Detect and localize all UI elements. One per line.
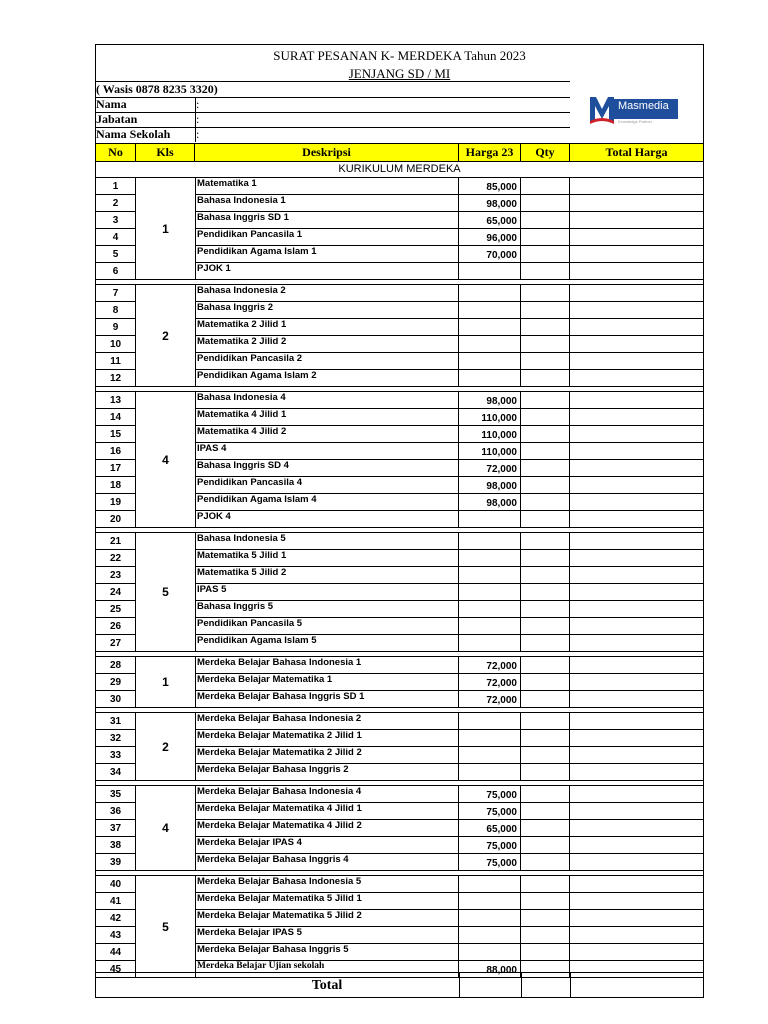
class-level: 4 [136, 392, 195, 528]
row-qty-cell[interactable] [521, 195, 570, 212]
row-price [459, 584, 521, 601]
row-total-cell[interactable] [570, 730, 703, 747]
row-number: 22 [96, 550, 136, 567]
row-description: Matematika 2 Jilid 1 [195, 319, 459, 336]
row-qty-cell[interactable] [521, 820, 570, 837]
row-total-cell[interactable] [570, 426, 703, 443]
row-number: 4 [96, 229, 136, 246]
logo-brand: Masmedia [612, 99, 678, 119]
row-description: Merdeka Belajar Matematika 5 Jilid 1 [195, 893, 459, 910]
row-number: 3 [96, 212, 136, 229]
row-number: 6 [96, 263, 136, 280]
row-qty-cell[interactable] [521, 786, 570, 803]
row-total-cell[interactable] [570, 674, 703, 691]
row-total-cell[interactable] [570, 550, 703, 567]
row-total-cell[interactable] [570, 370, 703, 387]
row-total-cell[interactable] [570, 657, 703, 674]
row-description: Pendidikan Agama Islam 2 [195, 370, 459, 387]
row-description: Matematika 2 Jilid 2 [195, 336, 459, 353]
row-qty-cell[interactable] [521, 263, 570, 280]
row-price [459, 550, 521, 567]
row-number: 29 [96, 674, 136, 691]
row-number: 33 [96, 747, 136, 764]
row-price: 98,000 [459, 494, 521, 511]
row-description: Bahasa Indonesia 5 [195, 533, 459, 550]
row-number: 38 [96, 837, 136, 854]
row-total-cell[interactable] [570, 460, 703, 477]
row-price [459, 370, 521, 387]
row-price: 110,000 [459, 409, 521, 426]
row-price [459, 302, 521, 319]
row-total-cell[interactable] [570, 477, 703, 494]
row-number: 42 [96, 910, 136, 927]
row-qty-cell[interactable] [521, 302, 570, 319]
row-total-cell[interactable] [570, 747, 703, 764]
col-kls: Kls [136, 144, 195, 161]
row-qty-cell[interactable] [521, 511, 570, 528]
row-price [459, 533, 521, 550]
row-number: 18 [96, 477, 136, 494]
row-price [459, 635, 521, 652]
row-price: 98,000 [459, 477, 521, 494]
row-total-cell[interactable] [570, 494, 703, 511]
row-number: 35 [96, 786, 136, 803]
row-price [459, 567, 521, 584]
field-nama-sekolah[interactable] [96, 127, 570, 142]
row-number: 43 [96, 927, 136, 944]
row-description: Merdeka Belajar Bahasa Indonesia 5 [195, 876, 459, 893]
row-number: 13 [96, 392, 136, 409]
row-description: Pendidikan Agama Islam 4 [195, 494, 459, 511]
row-qty-cell[interactable] [521, 229, 570, 246]
row-qty-cell[interactable] [521, 601, 570, 618]
row-price: 75,000 [459, 803, 521, 820]
row-number: 44 [96, 944, 136, 961]
row-qty-cell[interactable] [521, 285, 570, 302]
row-total-cell[interactable] [570, 927, 703, 944]
row-qty-cell[interactable] [521, 635, 570, 652]
row-price [459, 747, 521, 764]
row-description: Merdeka Belajar Bahasa Inggris SD 1 [195, 691, 459, 708]
row-total-cell[interactable] [570, 409, 703, 426]
row-qty-cell[interactable] [521, 477, 570, 494]
row-description: Pendidikan Agama Islam 5 [195, 635, 459, 652]
row-description: Pendidikan Pancasila 2 [195, 353, 459, 370]
row-total-cell[interactable] [570, 353, 703, 370]
row-description: PJOK 1 [195, 263, 459, 280]
row-qty-cell[interactable] [521, 803, 570, 820]
row-number: 30 [96, 691, 136, 708]
row-price [459, 730, 521, 747]
row-number: 21 [96, 533, 136, 550]
row-price: 70,000 [459, 246, 521, 263]
row-description: Merdeka Belajar Matematika 4 Jilid 2 [195, 820, 459, 837]
row-price [459, 876, 521, 893]
row-price: 72,000 [459, 674, 521, 691]
row-description: Merdeka Belajar Ujian sekolah [195, 961, 459, 978]
row-price: 75,000 [459, 854, 521, 871]
row-price: 75,000 [459, 837, 521, 854]
row-number: 14 [96, 409, 136, 426]
row-qty-cell[interactable] [521, 910, 570, 927]
row-price [459, 601, 521, 618]
row-total-cell[interactable] [570, 876, 703, 893]
masmedia-logo [588, 91, 680, 129]
row-description: Merdeka Belajar IPAS 4 [195, 837, 459, 854]
row-qty-cell[interactable] [521, 336, 570, 353]
row-description: Bahasa Inggris 5 [195, 601, 459, 618]
form-title: SURAT PESANAN K- MERDEKA Tahun 2023 [273, 48, 526, 63]
row-total-cell[interactable] [570, 854, 703, 871]
row-qty-cell[interactable] [521, 460, 570, 477]
row-total-cell[interactable] [570, 601, 703, 618]
row-description: Pendidikan Pancasila 1 [195, 229, 459, 246]
row-number: 34 [96, 764, 136, 781]
col-total: Total Harga [605, 145, 668, 159]
row-total-cell[interactable] [570, 246, 703, 263]
row-total-cell[interactable] [570, 786, 703, 803]
col-no: No [96, 144, 136, 161]
row-qty-cell[interactable] [521, 674, 570, 691]
row-price [459, 893, 521, 910]
row-description: Bahasa Inggris SD 4 [195, 460, 459, 477]
row-description: Merdeka Belajar IPAS 5 [195, 927, 459, 944]
row-price [459, 336, 521, 353]
row-description: Merdeka Belajar Matematika 4 Jilid 1 [195, 803, 459, 820]
row-price [459, 353, 521, 370]
row-total-cell[interactable] [570, 820, 703, 837]
row-description: Merdeka Belajar Matematika 2 Jilid 1 [195, 730, 459, 747]
row-description: Merdeka Belajar Bahasa Indonesia 2 [195, 713, 459, 730]
total-label: Total [311, 978, 343, 993]
row-number: 25 [96, 601, 136, 618]
row-total-cell[interactable] [570, 263, 703, 280]
row-qty-cell[interactable] [521, 426, 570, 443]
row-description: Merdeka Belajar Bahasa Inggris 5 [195, 944, 459, 961]
row-qty-cell[interactable] [521, 713, 570, 730]
row-number: 40 [96, 876, 136, 893]
row-total-cell[interactable] [570, 944, 703, 961]
row-number: 7 [96, 285, 136, 302]
row-number: 16 [96, 443, 136, 460]
row-number: 36 [96, 803, 136, 820]
row-total-cell[interactable] [570, 618, 703, 635]
row-qty-cell[interactable] [521, 370, 570, 387]
row-price: 110,000 [459, 443, 521, 460]
row-total-cell[interactable] [570, 635, 703, 652]
row-qty-cell[interactable] [521, 691, 570, 708]
row-qty-cell[interactable] [521, 876, 570, 893]
row-description: Pendidikan Pancasila 5 [195, 618, 459, 635]
row-qty-cell[interactable] [521, 764, 570, 781]
row-qty-cell[interactable] [521, 618, 570, 635]
row-description: IPAS 5 [195, 584, 459, 601]
row-price: 110,000 [459, 426, 521, 443]
col-desc: Deskripsi [195, 144, 459, 161]
row-description: Pendidikan Agama Islam 1 [195, 246, 459, 263]
field-nama[interactable] [96, 97, 570, 113]
row-number: 15 [96, 426, 136, 443]
row-qty-cell[interactable] [521, 533, 570, 550]
row-description: Matematika 5 Jilid 1 [195, 550, 459, 567]
row-total-cell[interactable] [570, 837, 703, 854]
row-qty-cell[interactable] [521, 392, 570, 409]
row-price: 65,000 [459, 212, 521, 229]
row-total-cell[interactable] [570, 764, 703, 781]
row-price [459, 618, 521, 635]
row-description: Merdeka Belajar Matematika 2 Jilid 2 [195, 747, 459, 764]
row-price [459, 764, 521, 781]
class-level: 2 [136, 285, 195, 387]
row-description: Bahasa Indonesia 2 [195, 285, 459, 302]
row-qty-cell[interactable] [521, 246, 570, 263]
field-label: Nama [96, 97, 127, 111]
row-qty-cell[interactable] [521, 353, 570, 370]
row-number: 23 [96, 567, 136, 584]
row-total-cell[interactable] [570, 336, 703, 353]
row-number: 32 [96, 730, 136, 747]
row-price: 72,000 [459, 657, 521, 674]
row-price: 88,000 [459, 961, 521, 978]
row-total-cell[interactable] [570, 319, 703, 336]
row-number: 20 [96, 511, 136, 528]
row-total-cell[interactable] [570, 691, 703, 708]
col-price: Harga 23 [459, 144, 521, 161]
row-qty-cell[interactable] [521, 409, 570, 426]
field-value[interactable]: : [196, 112, 200, 126]
row-number: 17 [96, 460, 136, 477]
row-description: Merdeka Belajar Matematika 1 [195, 674, 459, 691]
row-description: Bahasa Indonesia 1 [195, 195, 459, 212]
col-qty: Qty [521, 144, 570, 161]
row-qty-cell[interactable] [521, 854, 570, 871]
row-number: 9 [96, 319, 136, 336]
row-total-cell[interactable] [570, 443, 703, 460]
row-number: 39 [96, 854, 136, 871]
row-number: 8 [96, 302, 136, 319]
row-total-cell[interactable] [570, 584, 703, 601]
class-level: 4 [136, 786, 195, 871]
row-total-cell[interactable] [570, 229, 703, 246]
row-qty-cell[interactable] [521, 178, 570, 195]
row-price [459, 927, 521, 944]
row-price [459, 319, 521, 336]
field-label: Jabatan [96, 112, 138, 126]
row-total-cell[interactable] [570, 567, 703, 584]
field-jabatan[interactable] [96, 112, 570, 128]
field-value[interactable]: : [196, 127, 200, 141]
row-description: Pendidikan Pancasila 4 [195, 477, 459, 494]
row-price: 96,000 [459, 229, 521, 246]
row-total-cell[interactable] [570, 212, 703, 229]
row-qty-cell[interactable] [521, 319, 570, 336]
row-number: 1 [96, 178, 136, 195]
row-number: 19 [96, 494, 136, 511]
row-description: IPAS 4 [195, 443, 459, 460]
row-number: 12 [96, 370, 136, 387]
row-qty-cell[interactable] [521, 747, 570, 764]
row-total-cell[interactable] [570, 392, 703, 409]
row-description: PJOK 4 [195, 511, 459, 528]
row-number: 5 [96, 246, 136, 263]
row-number: 41 [96, 893, 136, 910]
row-number: 10 [96, 336, 136, 353]
row-number: 31 [96, 713, 136, 730]
row-price: 85,000 [459, 178, 521, 195]
row-price: 75,000 [459, 786, 521, 803]
row-qty-cell[interactable] [521, 837, 570, 854]
field-label: Nama Sekolah [96, 127, 171, 141]
row-qty-cell[interactable] [521, 550, 570, 567]
row-number: 45 [96, 961, 136, 978]
row-price: 72,000 [459, 691, 521, 708]
row-description: Matematika 1 [195, 178, 459, 195]
class-level: 1 [136, 178, 195, 280]
row-description: Bahasa Inggris 2 [195, 302, 459, 319]
row-description: Matematika 4 Jilid 2 [195, 426, 459, 443]
row-qty-cell[interactable] [521, 494, 570, 511]
row-price: 65,000 [459, 820, 521, 837]
row-qty-cell[interactable] [521, 944, 570, 961]
table-header [96, 143, 703, 162]
row-price: 72,000 [459, 460, 521, 477]
class-level: 5 [136, 533, 195, 652]
row-qty-cell[interactable] [521, 584, 570, 601]
row-qty-cell[interactable] [521, 927, 570, 944]
section-title: KURIKULUM MERDEKA [96, 161, 703, 178]
row-price [459, 910, 521, 927]
row-total-cell[interactable] [570, 803, 703, 820]
row-total-cell[interactable] [570, 893, 703, 910]
order-form [95, 44, 704, 998]
class-level: 5 [136, 876, 195, 978]
table-footer [96, 972, 703, 998]
row-price [459, 285, 521, 302]
row-total-cell[interactable] [570, 195, 703, 212]
logo-tagline: Knowledge Partner [618, 119, 653, 124]
row-price [459, 263, 521, 280]
row-price [459, 713, 521, 730]
row-description: Bahasa Indonesia 4 [195, 392, 459, 409]
row-description: Matematika 4 Jilid 1 [195, 409, 459, 426]
row-description: Merdeka Belajar Matematika 5 Jilid 2 [195, 910, 459, 927]
row-number: 27 [96, 635, 136, 652]
row-total-cell[interactable] [570, 285, 703, 302]
row-total-cell[interactable] [570, 713, 703, 730]
row-number: 26 [96, 618, 136, 635]
logo-box [570, 81, 703, 143]
row-total-cell[interactable] [570, 302, 703, 319]
row-number: 11 [96, 353, 136, 370]
row-description: Merdeka Belajar Bahasa Indonesia 4 [195, 786, 459, 803]
field-value[interactable]: : [196, 97, 200, 111]
row-price: 98,000 [459, 195, 521, 212]
row-description: Merdeka Belajar Bahasa Inggris 4 [195, 854, 459, 871]
row-number: 2 [96, 195, 136, 212]
row-qty-cell[interactable] [521, 443, 570, 460]
row-qty-cell[interactable] [521, 567, 570, 584]
row-description: Merdeka Belajar Bahasa Indonesia 1 [195, 657, 459, 674]
row-number: 37 [96, 820, 136, 837]
row-price [459, 944, 521, 961]
row-description: Matematika 5 Jilid 2 [195, 567, 459, 584]
class-level: 1 [136, 657, 195, 708]
contact-line: ( Wasis 0878 8235 3320) [96, 81, 570, 98]
row-price [459, 511, 521, 528]
row-description: Merdeka Belajar Bahasa Inggris 2 [195, 764, 459, 781]
row-qty-cell[interactable] [521, 657, 570, 674]
row-total-cell[interactable] [570, 511, 703, 528]
row-qty-cell[interactable] [521, 212, 570, 229]
class-level: 2 [136, 713, 195, 781]
row-total-cell[interactable] [570, 178, 703, 195]
row-total-cell[interactable] [570, 533, 703, 550]
row-number: 24 [96, 584, 136, 601]
row-description: Bahasa Inggris SD 1 [195, 212, 459, 229]
row-total-cell[interactable] [570, 910, 703, 927]
row-qty-cell[interactable] [521, 893, 570, 910]
row-qty-cell[interactable] [521, 730, 570, 747]
row-price: 98,000 [459, 392, 521, 409]
form-subtitle: JENJANG SD / MI [348, 66, 451, 81]
row-number: 28 [96, 657, 136, 674]
